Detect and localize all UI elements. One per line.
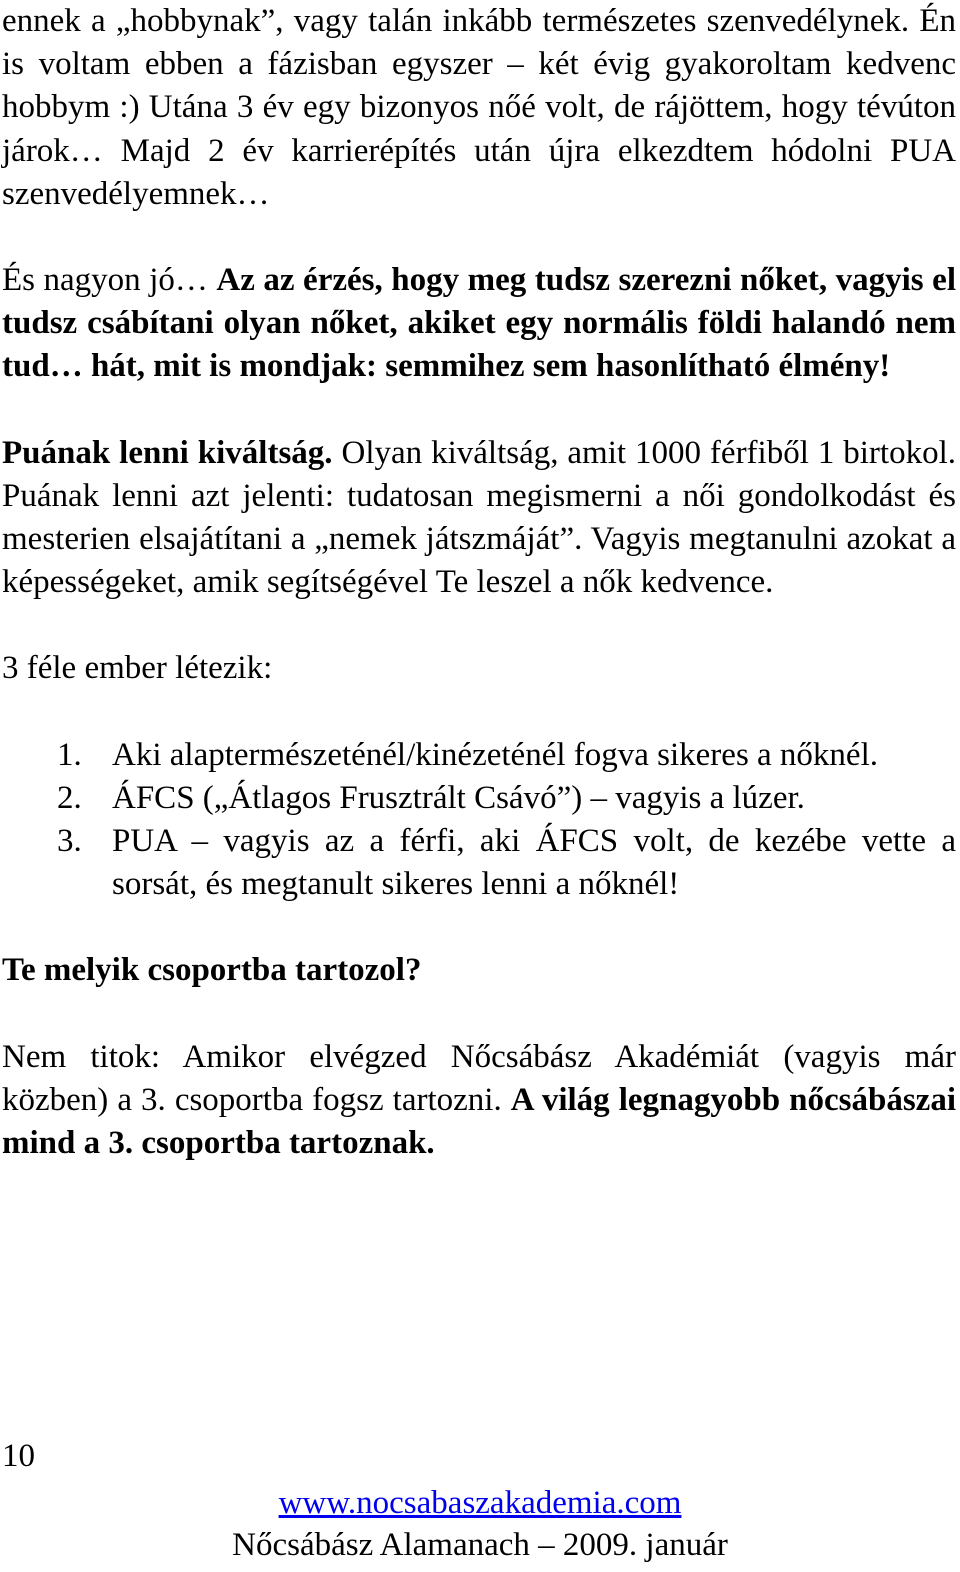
list-item (2, 777, 956, 820)
list-item-number: 2. (57, 779, 82, 816)
footer-url-line (0, 1482, 960, 1525)
question-heading: Te melyik csoportba tartozol? (2, 952, 422, 989)
paragraph-conclusion (2, 1036, 956, 1166)
paragraph-intro: ennek a „hobbynak”, vagy talán inkább természetes szenvedélynek. Én is voltam ebben a fázisban egyszer – két évig gyakoroltam kedvenc hobbym :) Utána 3 év egy bizonyos nőé volt, de rájöttem, hogy tévúton járok… Majd 2 év karrierépítés után újra elkezdtem hódolni PUA szenvedélyemnek… (2, 3, 956, 212)
paragraph-privilege (2, 432, 956, 605)
paragraph-privilege-plain: Olyan kiváltság, amit 1000 férfiből 1 birtokol. Puának lenni azt jelenti: tudatosan megismerni a női gondolkodást és mesterien elsajátítani a „nemek játszmáját”. Vagyis megtanulni azokat a képességeket, amik segítségével Te leszel a nők kedvence. (2, 434, 957, 601)
list-item-number: 3. (57, 823, 82, 860)
list-item-text: ÁFCS („Átlagos Frusztrált Csávó”) – vagyis a lúzer. (112, 779, 805, 816)
list-item-text: Aki alaptermészeténél/kinézeténél fogva sikeres a nőknél. (112, 736, 878, 773)
paragraph-conclusion-bold: A világ legnagyobb nőcsábászai mind a 3. csoportba tartoznak. (2, 1081, 956, 1162)
paragraph-feeling-plain: És nagyon jó… (2, 262, 217, 299)
document-page (2, 0, 956, 1165)
list-item-text: PUA – vagyis az a férfi, aki ÁFCS volt, de kezébe vette a sorsát, és megtanult sikeres lenni a nőknél! (112, 823, 956, 903)
list-item (2, 820, 956, 906)
paragraph-conclusion-plain: Nem titok: Amikor elvégzed Nőcsábász Akadémiát (vagyis már közben) a 3. csoportba fogsz tartozni. (2, 1038, 956, 1118)
list-item-number: 1. (57, 736, 82, 773)
paragraph-types-intro: 3 féle ember létezik: (2, 650, 273, 687)
paragraph-privilege-bold: Puának lenni kiváltság. (2, 434, 333, 471)
footer-website-link[interactable]: www.nocsabaszakademia.com (278, 1485, 682, 1521)
types-list (2, 734, 956, 907)
footer-title: Nőcsábász Alamanach – 2009. január (232, 1527, 728, 1563)
list-item (2, 734, 956, 777)
paragraph-feeling-bold: Az az érzés, hogy meg tudsz szerezni nőket, vagyis el tudsz csábítani olyan nőket, akiket egy normális földi halandó nem tud… hát, mit is mondjak: semmihez sem hasonlítható élmény! (2, 262, 956, 385)
paragraph-feeling (2, 259, 956, 389)
page-number: 10 (2, 1438, 35, 1474)
